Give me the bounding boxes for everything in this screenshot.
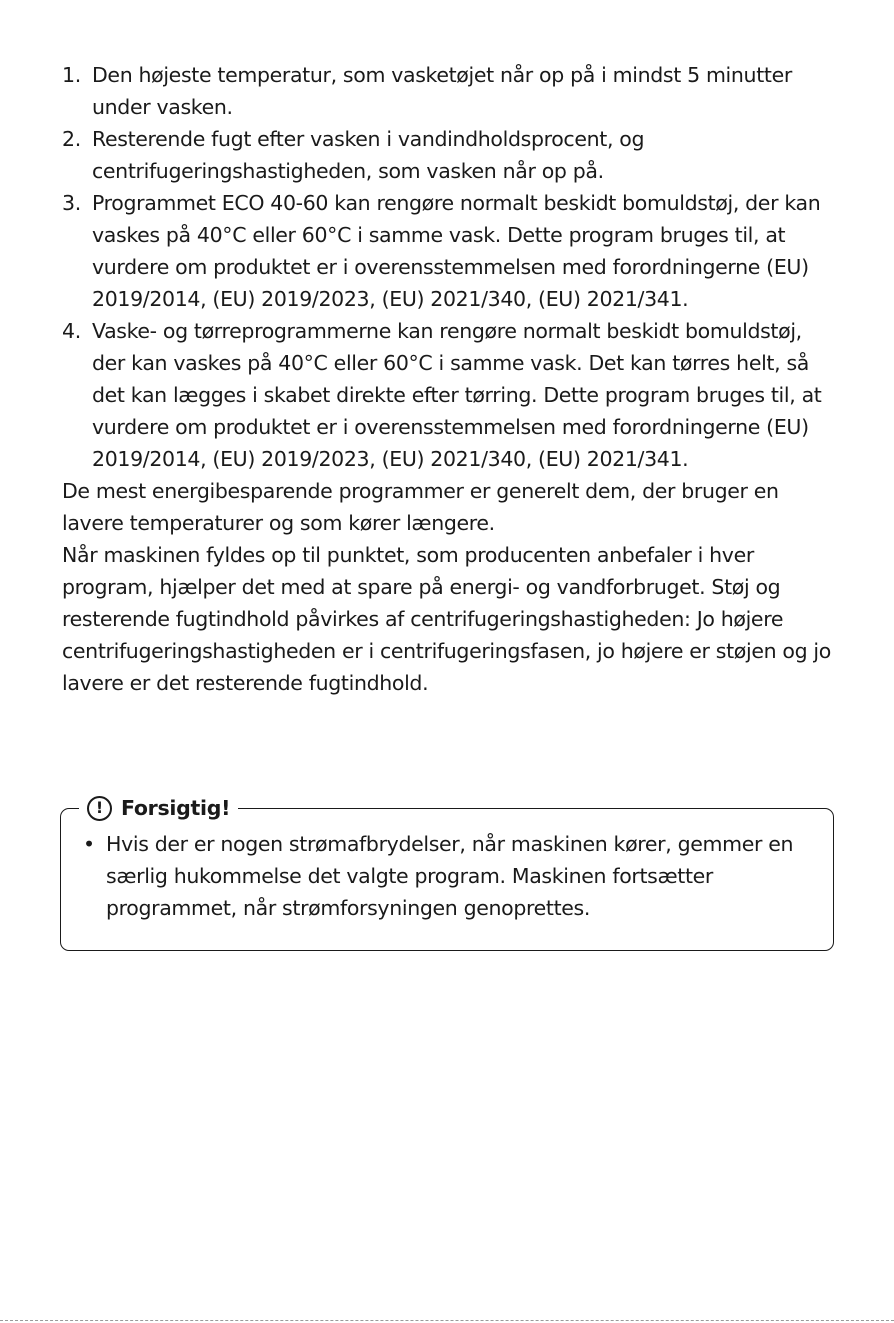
list-item: [62, 315, 837, 475]
bullet-icon: •: [83, 832, 95, 856]
list-text: Programmet ECO 40-60 kan rengøre normalt beskidt bomuldstøj, der kan vaskes på 40°C eller 60°C i samme vask. Dette program bruges til, at vurdere om produktet er i overensstemmelsen med forordningerne (EU) 2019/2014, (EU) 2019/2023, (EU) 2021/340, (EU) 2021/341.: [92, 191, 821, 311]
list-text: Resterende fugt efter vasken i vandindholdsprocent, og centrifugeringshastigheden, som vasken når op på.: [92, 127, 645, 183]
list-number: 2.: [62, 127, 81, 151]
list-text: Den højeste temperatur, som vasketøjet når op på i mindst 5 minutter under vasken.: [92, 63, 792, 119]
exclamation-circle-icon: !: [87, 796, 112, 821]
caution-header: [79, 791, 238, 825]
caution-body: [83, 828, 818, 924]
footnote-list: [62, 59, 837, 475]
list-text: Vaske- og tørreprogrammerne kan rengøre normalt beskidt bomuldstøj, der kan vaskes på 40°C eller 60°C i samme vask. Det kan tørres helt, så det kan lægges i skabet direkte efter tørring. Dette program bruges til, at vurdere om produktet er i overensstemmelsen med forordningerne (EU) 2019/2014, (EU) 2019/2023, (EU) 2021/340, (EU) 2021/341.: [92, 319, 822, 471]
caution-box: [60, 796, 834, 951]
list-item: [62, 123, 837, 187]
document-body: [62, 59, 837, 699]
energy-saving-paragraph: De mest energibesparende programmer er generelt dem, der bruger en lavere temperaturer og som kører længere.: [62, 479, 779, 535]
list-number: 4.: [62, 319, 81, 343]
list-number: 1.: [62, 63, 81, 87]
caution-text: Hvis der er nogen strømafbrydelser, når maskinen kører, gemmer en særlig hukommelse det valgte program. Maskinen fortsætter programmet, når strømforsyningen genoprettes.: [106, 832, 794, 920]
caution-list-item: [83, 828, 818, 924]
list-item: [62, 187, 837, 315]
list-item: [62, 59, 837, 123]
list-number: 3.: [62, 191, 81, 215]
page-bottom-rule: [0, 1320, 894, 1321]
load-recommendation-paragraph: Når maskinen fyldes op til punktet, som producenten anbefaler i hver program, hjælper det med at spare på energi- og vandforbruget. Støj og resterende fugtindhold påvirkes af centrifugeringshastigheden: Jo højere centrifugeringshastigheden er i centrifugeringsfasen, jo højere er støjen og jo lavere er det resterende fugtindhold.: [62, 543, 831, 695]
caution-title: Forsigtig!: [121, 796, 231, 820]
